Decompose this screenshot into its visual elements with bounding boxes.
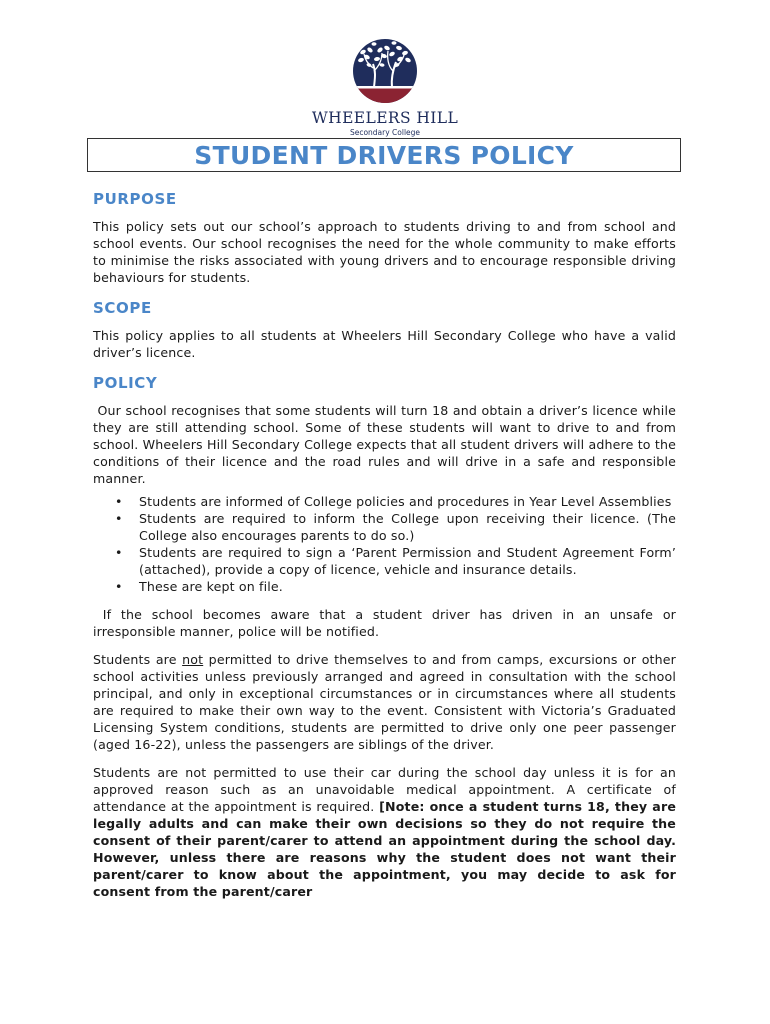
camps-paragraph: Students are not permitted to drive themselves to and from camps, excursions or other school activities unless previously arranged and agreed in consultation with the school principal, and only in exceptional circumstances or in circumstances where all students are required to make their own way to the event. Consistent with Victoria’s Graduated Licensing System conditions, students are permitted to drive only one peer passenger (aged 16-22), unless the passengers are siblings of the driver. [93,652,676,752]
policy-content [93,188,681,900]
not-emphasis: not [182,652,204,667]
policy-bullet-list [93,493,676,595]
school-subtitle: Secondary College [349,128,421,137]
purpose-heading: PURPOSE [93,190,177,208]
bullet-icon: • [115,579,123,594]
school-name: WHEELERS HILL [311,109,459,127]
bullet-icon: • [115,511,123,526]
school-logo [0,38,770,138]
list-item: • Students are informed of College policies and procedures in Year Level Assemblies [115,494,672,509]
scope-heading: SCOPE [93,299,152,317]
scope-text: This policy applies to all students at Wheelers Hill Secondary College who have a valid driver’s licence. [93,328,676,360]
list-item: • These are kept on file. [115,579,283,594]
list-item: • Students are required to sign a ‘Parent Permission and Student Agreement Form’ (attached), provide a copy of licence, vehicle and insurance details. [115,545,676,577]
unsafe-driving-paragraph: If the school becomes aware that a student driver has driven in an unsafe or irresponsible manner, police will be notified. [93,607,681,639]
bullet-icon: • [115,545,123,560]
school-day-paragraph: Students are not permitted to use their car during the school day unless it is for an approved reason such as an unavoidable medical appointment. A certificate of attendance at the appointment is required. [Note: once a student turns 18, they are legally adults and can make their own decisions so they do not require the consent of their parent/carer to attend an appointment during the school day. However, unless there are reasons why the student does not want their parent/carer to know about the appointment, you may decide to ask for consent from the parent/carer [93,765,677,899]
policy-heading: POLICY [93,374,158,392]
note-bold: [Note: once a student turns 18, they are legally adults and can make their own decisions so they do not require the consent of their parent/carer to attend an appointment during the school day. However, unless there are reasons why the student does not want their parent/carer to know about the appointment, you may decide to ask for consent from the parent/carer [93,799,677,899]
policy-intro: Our school recognises that some students will turn 18 and obtain a driver’s licence while they are still attending school. Some of these students will want to drive to and from school. Wheelers Hill Secondary College expects that all student drivers will adhere to the conditions of their licence and the road rules and will drive in a safe and responsible manner. [93,403,681,486]
policy-title-box [87,138,681,172]
policy-title: STUDENT DRIVERS POLICY [194,141,574,170]
list-item: • Students are required to inform the College upon receiving their licence. (The College also encourages parents to do so.) [115,511,676,543]
purpose-text: This policy sets out our school’s approach to students driving to and from school and school events. Our school recognises the need for the whole community to make efforts to minimise the risks associated with young drivers and to encourage responsible driving behaviours for students. [93,219,676,285]
tree-crest-icon [352,38,418,106]
bullet-icon: • [115,494,123,509]
